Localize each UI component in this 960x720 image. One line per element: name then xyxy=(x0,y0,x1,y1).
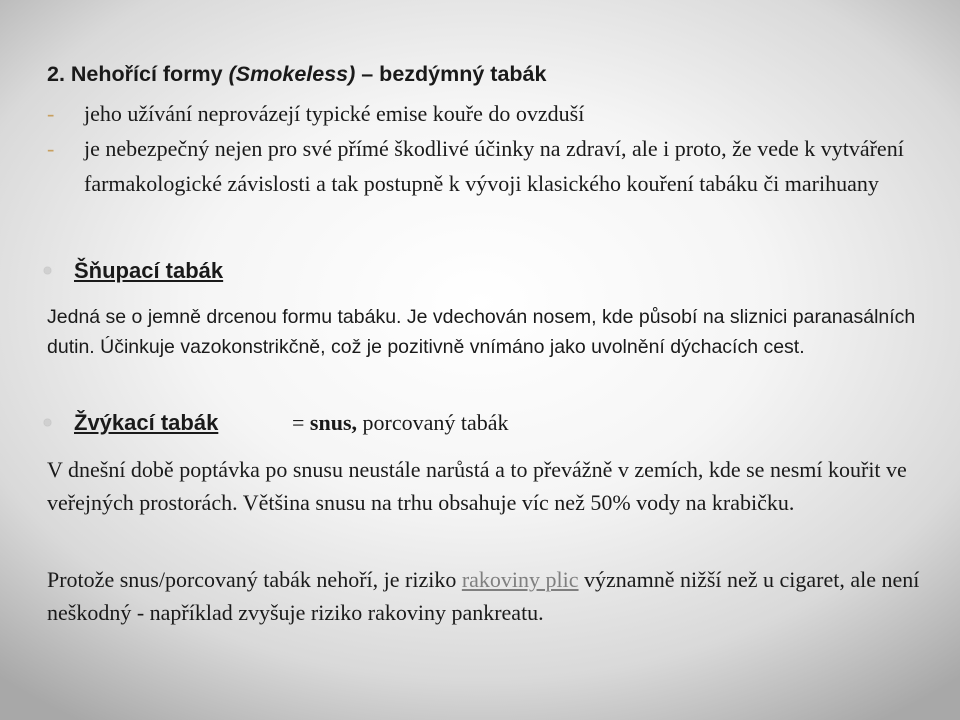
risk-text-after: významně nižší než u cigaret, ale není neškodný - například zvyšuje riziko rakoviny pankreatu. xyxy=(47,567,920,625)
dash-list xyxy=(47,96,927,201)
chewing-eq: = xyxy=(292,410,310,435)
chewing-rest: porcovaný tabák xyxy=(357,410,509,435)
chewing-definition xyxy=(292,408,509,438)
heading-suffix: – bezdýmný tabák xyxy=(355,62,547,86)
chewing-snus: snus, xyxy=(309,410,358,435)
risk-text-before: Protože snus/porcovaný tabák nehoří, je riziko xyxy=(47,567,462,592)
snuff-paragraph: Jedná se o jemně drcenou formu tabáku. Je vdechován nosem, kde působí na sliznici paranasálních dutin. Účinkuje vazokonstrikčně, což je pozitivně vnímáno jako uvolnění dýchacích cest. xyxy=(47,306,916,358)
heading-italic: (Smokeless) xyxy=(228,62,356,86)
dash-list-item xyxy=(47,96,927,131)
lung-cancer-link[interactable]: rakoviny plic xyxy=(461,567,579,592)
bullet-dot-icon xyxy=(44,267,51,274)
dash-item-text: jeho užívání neprovázejí typické emise kouře do ovzduší xyxy=(84,101,585,126)
dash-item-text: je nebezpečný nejen pro své přímé škodlivé účinky na zdraví, ale i proto, že vede k vytváření farmakologické závislosti a tak postupně k vývoji klasického kouření tabáku či marihuany xyxy=(84,136,904,196)
snuff-label: Šňupací tabák xyxy=(74,258,224,283)
heading-prefix: 2. Nehořící formy xyxy=(47,62,229,86)
chewing-label: Žvýkací tabák xyxy=(74,410,219,435)
snus-paragraph: V dnešní době poptávka po snusu neustále narůstá a to převážně v zemích, kde se nesmí kouřit ve veřejných prostorách. Většina snusu na trhu obsahuje víc než 50% vody na krabičku. xyxy=(47,457,907,515)
bullet-dot-icon xyxy=(44,419,51,426)
dash-mark: - xyxy=(47,136,55,161)
dash-mark: - xyxy=(47,101,55,126)
risk-paragraph xyxy=(47,563,927,629)
dash-list-item xyxy=(47,131,927,201)
slide-heading xyxy=(47,62,546,87)
